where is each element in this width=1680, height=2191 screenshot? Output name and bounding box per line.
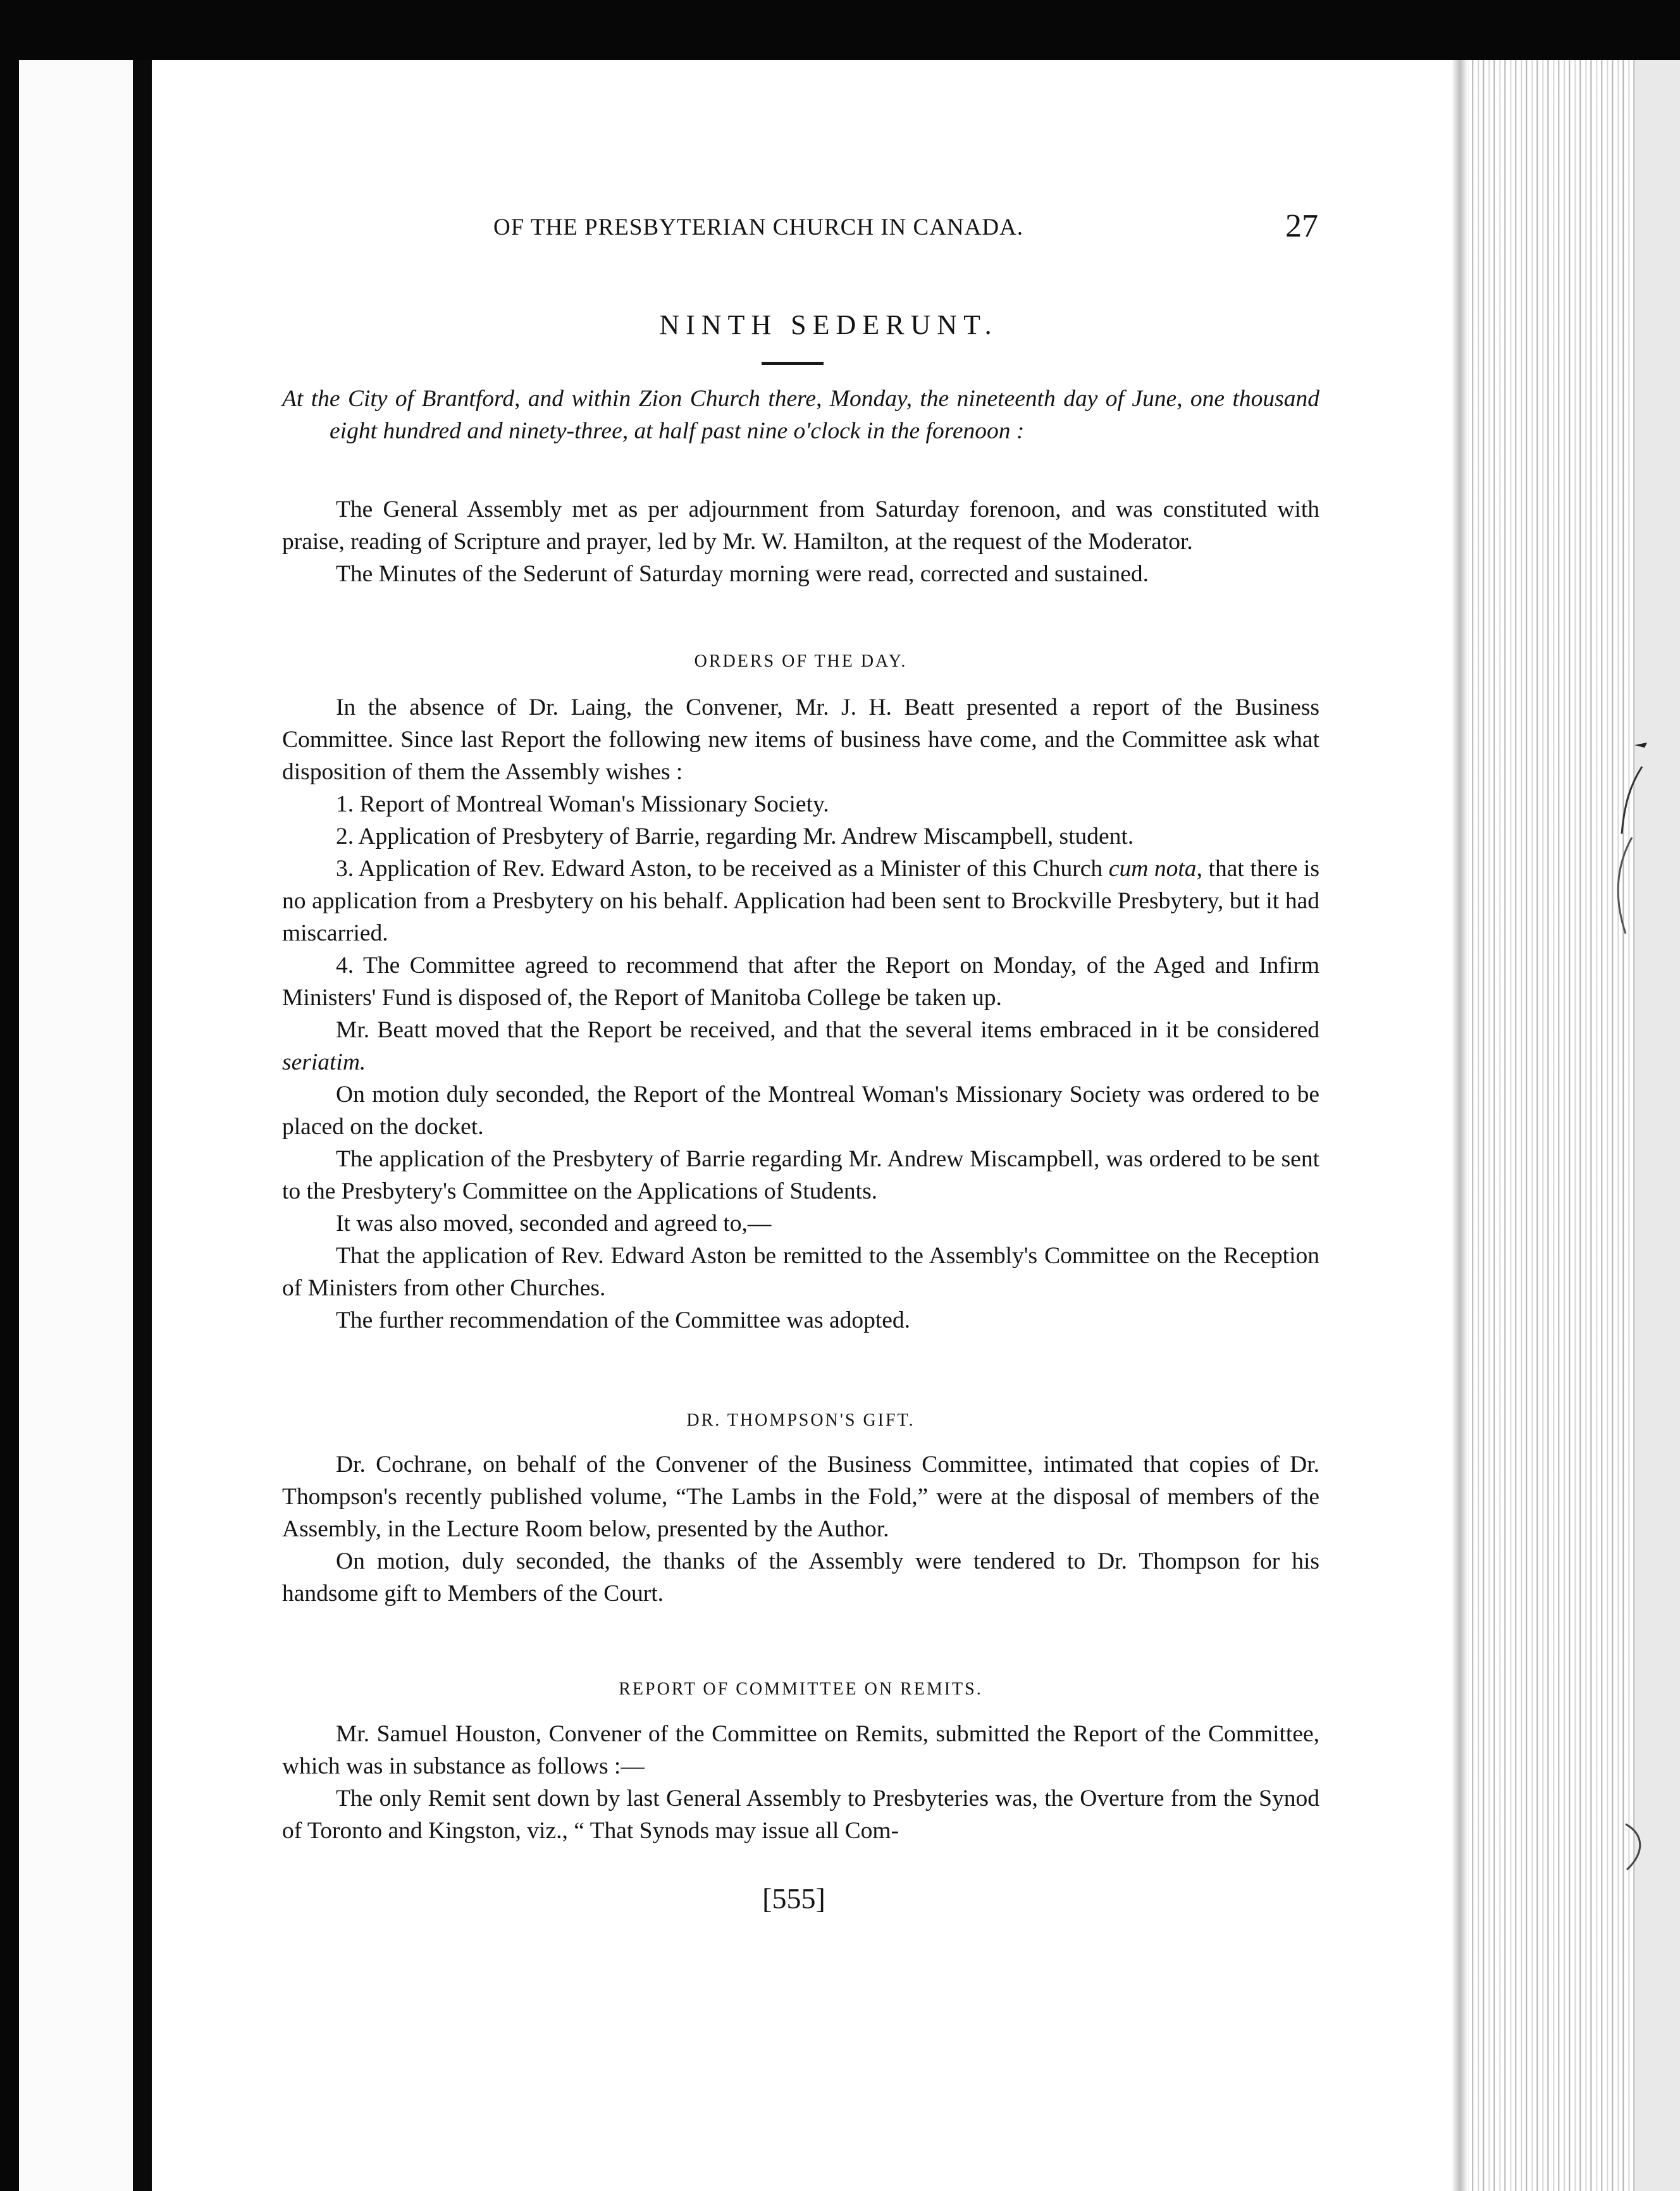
gift-block bbox=[282, 1448, 1319, 1610]
paragraph: The application of the Presbytery of Barrie regarding Mr. Andrew Miscampbell, was ordered to be sent to the Presbytery's Committee on the Applications of Students. bbox=[282, 1146, 1319, 1204]
text: , that there is no application from a Presbytery on his behalf. Application had been sent to Brockville Presbytery, but it had miscarried. bbox=[282, 856, 1319, 946]
paragraph: The General Assembly met as per adjournment from Saturday forenoon, and was constituted with praise, reading of Scripture and prayer, led by Mr. W. Hamilton, at the request of the Moderator. bbox=[282, 497, 1319, 555]
opening-block bbox=[282, 493, 1319, 590]
sederunt-intro: At the City of Brantford, and within Zion Church there, Monday, the nineteenth day of June, one thousand eight hundred and ninety-three, at half past nine o'clock in the forenoon : bbox=[282, 386, 1319, 444]
list-item: 4. The Committee agreed to recommend that after the Report on Monday, of the Aged and Infirm Ministers' Fund is disposed of, the Report of Manitoba College be taken up. bbox=[282, 953, 1319, 1011]
paragraph: On motion duly seconded, the Report of the Montreal Woman's Missionary Society was ordered to be placed on the docket. bbox=[282, 1082, 1319, 1140]
text: Mr. Beatt moved that the Report be received, and that the several items embraced in it be considered bbox=[336, 1017, 1319, 1043]
section-heading-remits: REPORT OF COMMITTEE ON REMITS. bbox=[619, 1679, 983, 1699]
remits-block bbox=[282, 1718, 1319, 1847]
section-heading-gift: DR. THOMPSON'S GIFT. bbox=[686, 1410, 915, 1430]
ink-mark bbox=[1632, 740, 1650, 750]
paragraph: It was also moved, seconded and agreed to,— bbox=[336, 1211, 772, 1237]
book-gutter bbox=[133, 60, 152, 2191]
running-head: OF THE PRESBYTERIAN CHURCH IN CANADA. bbox=[493, 214, 1024, 240]
paragraph: The further recommendation of the Committee was adopted. bbox=[336, 1307, 911, 1333]
latin-phrase: cum nota bbox=[1108, 856, 1197, 882]
page-title: NINTH SEDERUNT. bbox=[659, 309, 998, 340]
page-edge-shadow bbox=[1452, 60, 1468, 2191]
list-item: 1. Report of Montreal Woman's Missionary Society. bbox=[336, 791, 829, 817]
page-edges bbox=[1458, 60, 1635, 2191]
ink-mark bbox=[1619, 1822, 1651, 1872]
paragraph: In the absence of Dr. Laing, the Convener, Mr. J. H. Beatt presented a report of the Business Committee. Since last Report the following new items of business have come, and the Committee ask what disposition of them the Assembly wishes : bbox=[282, 694, 1319, 785]
list-item bbox=[282, 853, 1319, 949]
scan-border-left bbox=[0, 0, 19, 2191]
paragraph: The Minutes of the Sederunt of Saturday morning were read, corrected and sustained. bbox=[336, 561, 1149, 587]
section-heading-orders: ORDERS OF THE DAY. bbox=[694, 651, 908, 671]
paragraph: On motion, duly seconded, the thanks of the Assembly were tendered to Dr. Thompson for his handsome gift to Members of the Court. bbox=[282, 1548, 1319, 1607]
paragraph: Mr. Samuel Houston, Convener of the Committee on Remits, submitted the Report of the Committee, which was in substance as follows :— bbox=[282, 1721, 1319, 1779]
page-number: 27 bbox=[1285, 208, 1318, 244]
orders-block bbox=[282, 691, 1319, 1336]
list-item: 2. Application of Presbytery of Barrie, regarding Mr. Andrew Miscampbell, student. bbox=[336, 824, 1134, 849]
printer-signature: [555] bbox=[762, 1882, 825, 1915]
paragraph: The only Remit sent down by last General Assembly to Presbyteries was, the Overture from the Synod of Toronto and Kingston, viz., “ That Synods may issue all Com- bbox=[282, 1786, 1319, 1844]
ink-mark bbox=[1619, 765, 1645, 835]
paragraph: Dr. Cochrane, on behalf of the Convener of the Business Committee, intimated that copies of Dr. Thompson's recently published volume, “The Lambs in the Fold,” were at the disposal of members of the Assembly, in the Lecture Room below, presented by the Author. bbox=[282, 1452, 1319, 1542]
ink-mark bbox=[1607, 835, 1645, 936]
paragraph: That the application of Rev. Edward Aston be remitted to the Assembly's Committee on the Reception of Ministers from other Churches. bbox=[282, 1243, 1319, 1301]
paragraph bbox=[282, 1014, 1319, 1078]
facing-page-strip bbox=[19, 60, 133, 2191]
title-rule bbox=[762, 362, 824, 365]
latin-phrase: seriatim. bbox=[282, 1049, 366, 1075]
text: 3. Application of Rev. Edward Aston, to be received as a Minister of this Church bbox=[336, 856, 1103, 882]
scan-border-top bbox=[0, 0, 1680, 60]
